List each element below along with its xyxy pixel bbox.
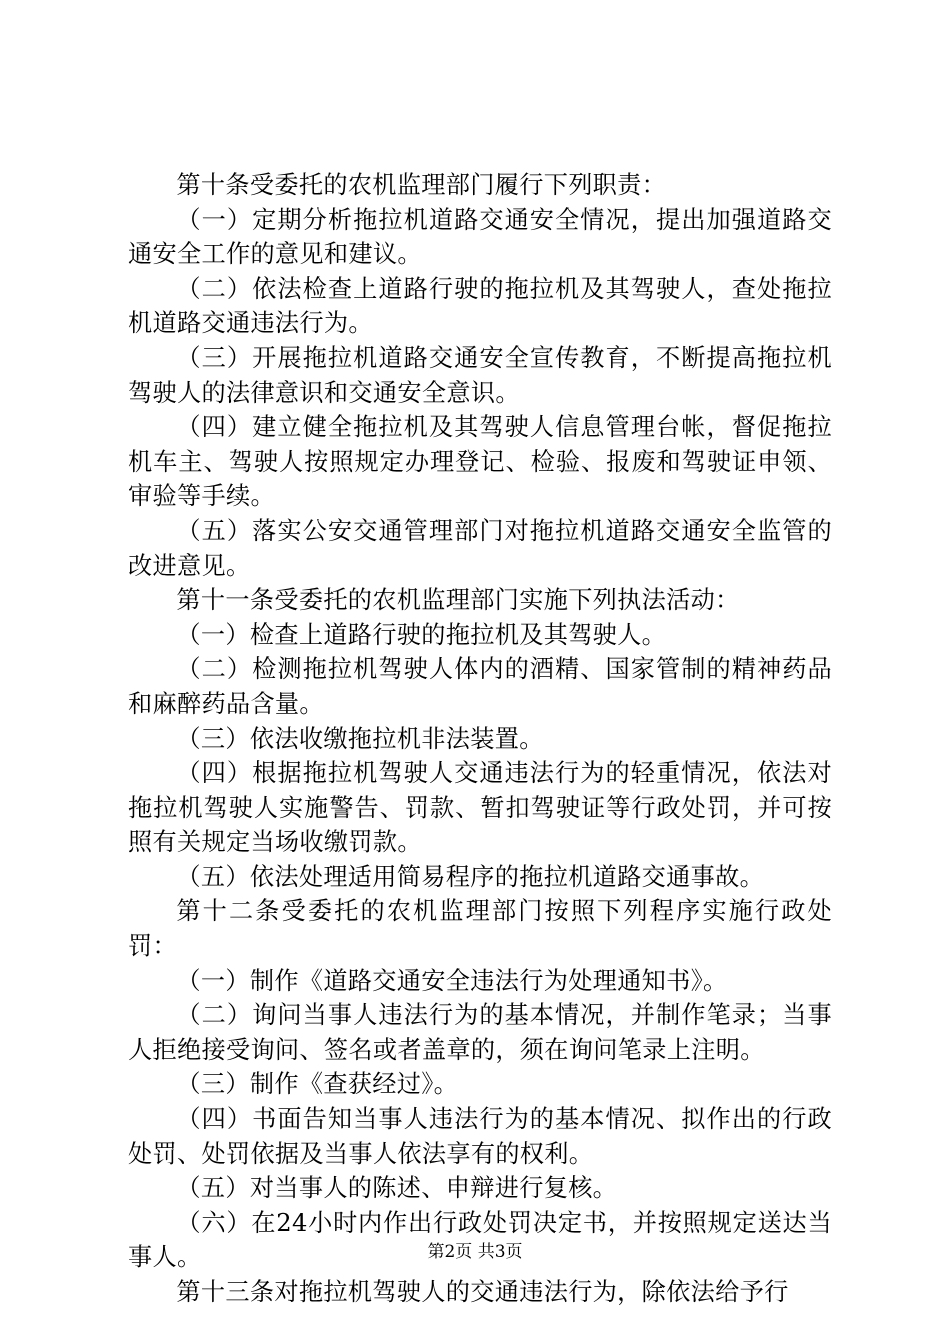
- paragraph-item: （二）检测拖拉机驾驶人体内的酒精、国家管制的精神药品和麻醉药品含量。: [128, 655, 832, 718]
- paragraph-item: （一）定期分析拖拉机道路交通安全情况，提出加强道路交通安全工作的意见和建议。: [128, 205, 832, 269]
- paragraph-item: （五）对当事人的陈述、申辩进行复核。: [176, 1174, 618, 1203]
- paragraph-item: （三）依法收缴拖拉机非法装置。: [176, 724, 544, 753]
- paragraph-item: （二）依法检查上道路行驶的拖拉机及其驾驶人，查处拖拉机道路交通违法行为。: [128, 274, 832, 338]
- paragraph-article-13: 第十三条对拖拉机驾驶人的交通违法行为，除依法给予行: [176, 1278, 789, 1306]
- paragraph-item: （五）依法处理适用简易程序的拖拉机道路交通事故。: [176, 862, 765, 891]
- paragraph-item: （四）书面告知当事人违法行为的基本情况、拟作出的行政处罚、处罚依据及当事人依法享有的权利。: [128, 1105, 832, 1168]
- document-body: [128, 168, 832, 1310]
- paragraph-article-12: 第十二条受委托的农机监理部门按照下列程序实施行政处罚：: [128, 897, 832, 961]
- paragraph-item: （二）询问当事人违法行为的基本情况，并制作笔录；当事人拒绝接受询问、签名或者盖章的，须在询问笔录上注明。: [128, 1001, 832, 1064]
- paragraph-item: （三）开展拖拉机道路交通安全宣传教育，不断提高拖拉机驾驶人的法律意识和交通安全意识。: [128, 343, 832, 407]
- paragraph-item: （四）根据拖拉机驾驶人交通违法行为的轻重情况，依法对拖拉机驾驶人实施警告、罚款、暂扣驾驶证等行政处罚，并可按照有关规定当场收缴罚款。: [128, 759, 832, 857]
- paragraph-item: （六）在24小时内作出行政处罚决定书，并按照规定送达当事人。: [128, 1208, 832, 1272]
- paragraph-article-10: 第十条受委托的农机监理部门履行下列职责：: [176, 171, 667, 199]
- paragraph-item: （一）制作《道路交通安全违法行为处理通知书》。: [176, 966, 728, 995]
- paragraph-item: （一）检查上道路行驶的拖拉机及其驾驶人。: [176, 620, 667, 649]
- page-number-footer: 第2页 共3页: [427, 1242, 523, 1262]
- paragraph-item: （四）建立健全拖拉机及其驾驶人信息管理台帐，督促拖拉机车主、驾驶人按照规定办理登记、检验、报废和驾驶证申领、审验等手续。: [128, 413, 832, 511]
- paragraph-article-11: 第十一条受委托的农机监理部门实施下列执法活动：: [176, 586, 740, 615]
- paragraph-item: （三）制作《查获经过》。: [176, 1070, 459, 1099]
- paragraph-item: （五）落实公安交通管理部门对拖拉机道路交通安全监管的改进意见。: [128, 516, 832, 580]
